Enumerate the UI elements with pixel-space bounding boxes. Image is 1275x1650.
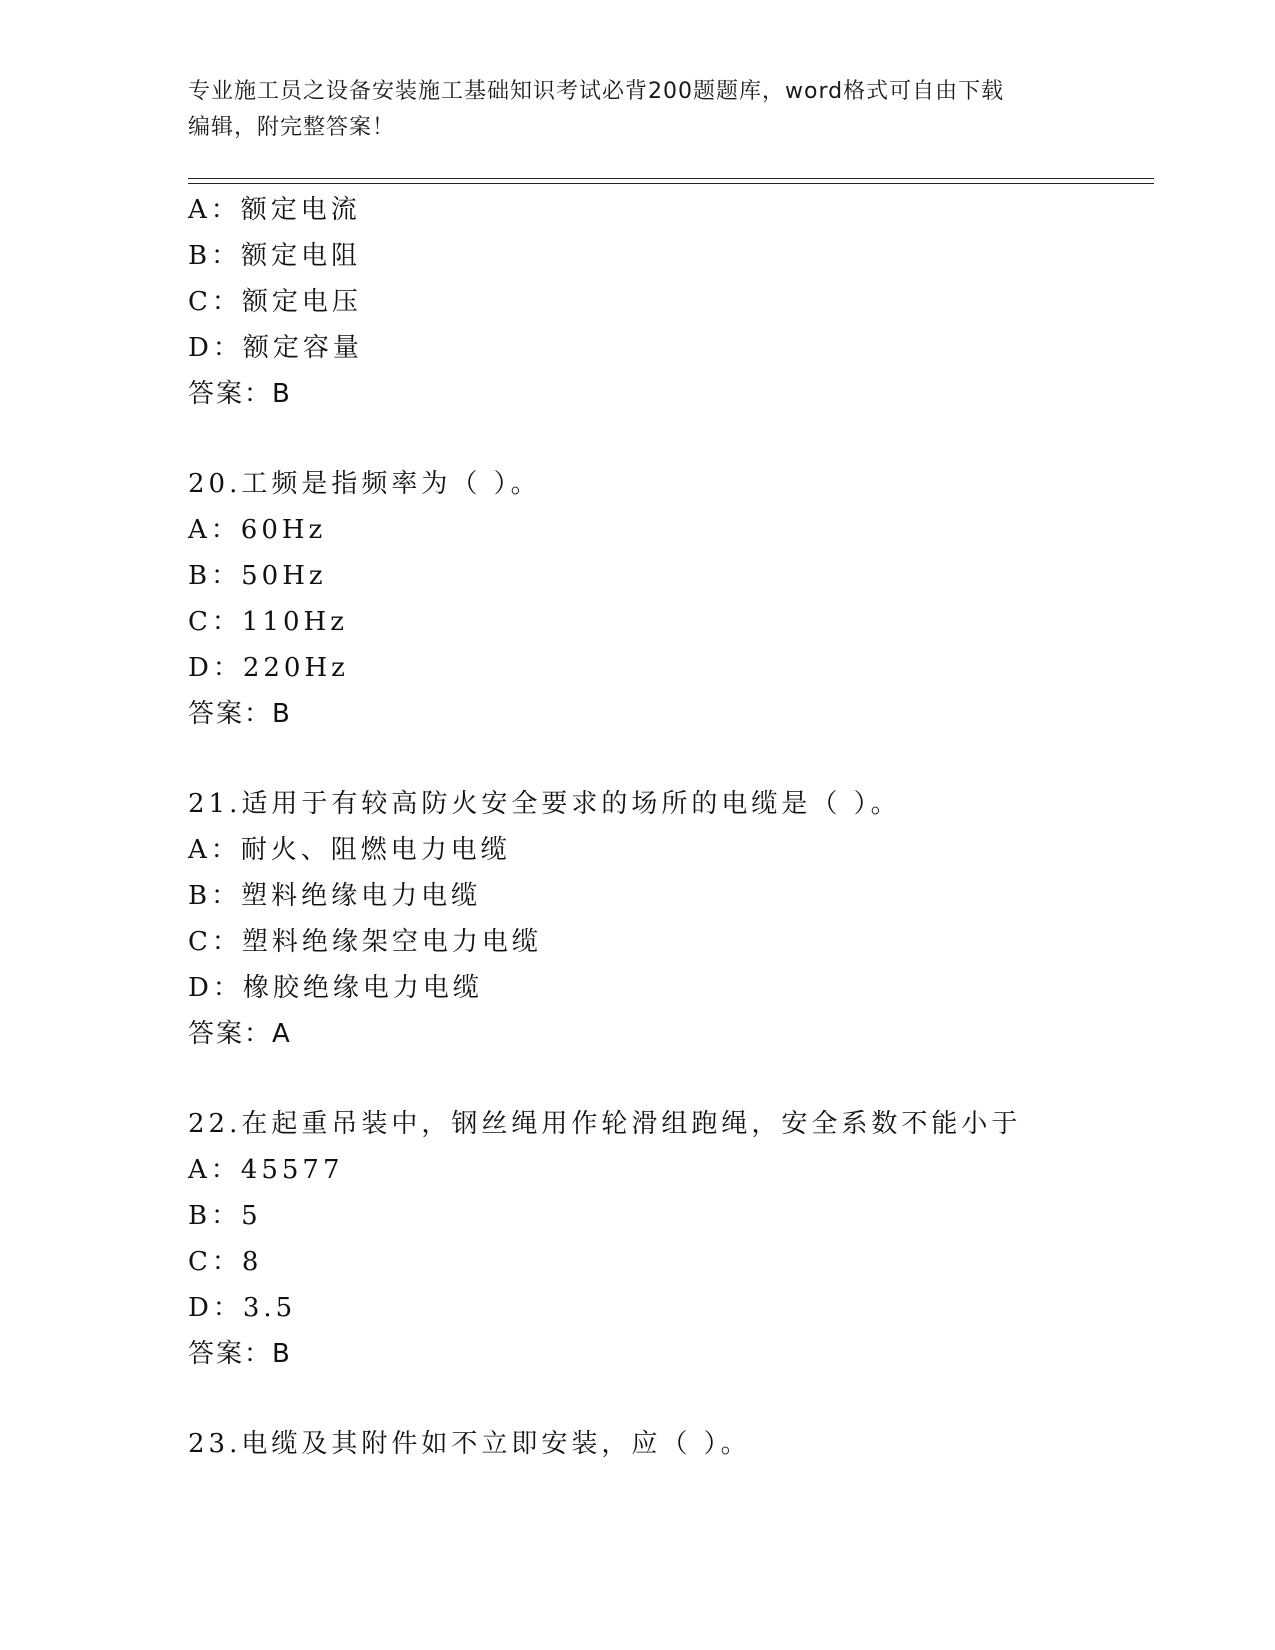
option-d: D：额定容量 [188, 333, 363, 363]
document-header [188, 74, 1068, 146]
option-c: C：额定电压 [188, 287, 362, 317]
option-a: A：45577 [188, 1155, 344, 1185]
question-stem: 20.工频是指频率为（ ）。 [188, 469, 541, 499]
option-a: A：额定电流 [188, 195, 361, 225]
question-23 [188, 1421, 1148, 1467]
option-b: B：塑料绝缘电力电缆 [188, 881, 482, 911]
header-title-line-1: 专业施工员之设备安装施工基础知识考试必背200题题库，word格式可自由下载 [188, 79, 1005, 104]
answer-line: 答案：A [188, 1019, 292, 1049]
question-22 [188, 1101, 1148, 1377]
question-stem: 22.在起重吊装中，钢丝绳用作轮滑组跑绳，安全系数不能小于 [188, 1109, 1022, 1139]
question-stem: 23.电缆及其附件如不立即安装，应（ ）。 [188, 1429, 751, 1459]
header-divider-top [188, 178, 1154, 179]
question-19-continued [188, 187, 1148, 417]
option-b: B：5 [188, 1201, 262, 1231]
option-b: B：50Hz [188, 561, 327, 591]
question-stem: 21.适用于有较高防火安全要求的场所的电缆是（ ）。 [188, 789, 901, 819]
option-c: C：110Hz [188, 607, 348, 637]
option-d: D：220Hz [188, 653, 349, 683]
option-d: D：3.5 [188, 1293, 297, 1323]
answer-line: 答案：B [188, 1339, 292, 1369]
header-divider-bottom [188, 183, 1154, 184]
question-20 [188, 461, 1148, 737]
header-title-line-2: 编辑，附完整答案！ [188, 115, 396, 140]
option-d: D：橡胶绝缘电力电缆 [188, 973, 483, 1003]
option-c: C：8 [188, 1247, 263, 1277]
question-list [188, 187, 1148, 1467]
option-c: C：塑料绝缘架空电力电缆 [188, 927, 542, 957]
option-b: B：额定电阻 [188, 241, 362, 271]
option-a: A：耐火、阻燃电力电缆 [188, 835, 511, 865]
question-21 [188, 781, 1148, 1057]
answer-line: 答案：B [188, 699, 292, 729]
answer-line: 答案：B [188, 379, 292, 409]
option-a: A：60Hz [188, 515, 327, 545]
